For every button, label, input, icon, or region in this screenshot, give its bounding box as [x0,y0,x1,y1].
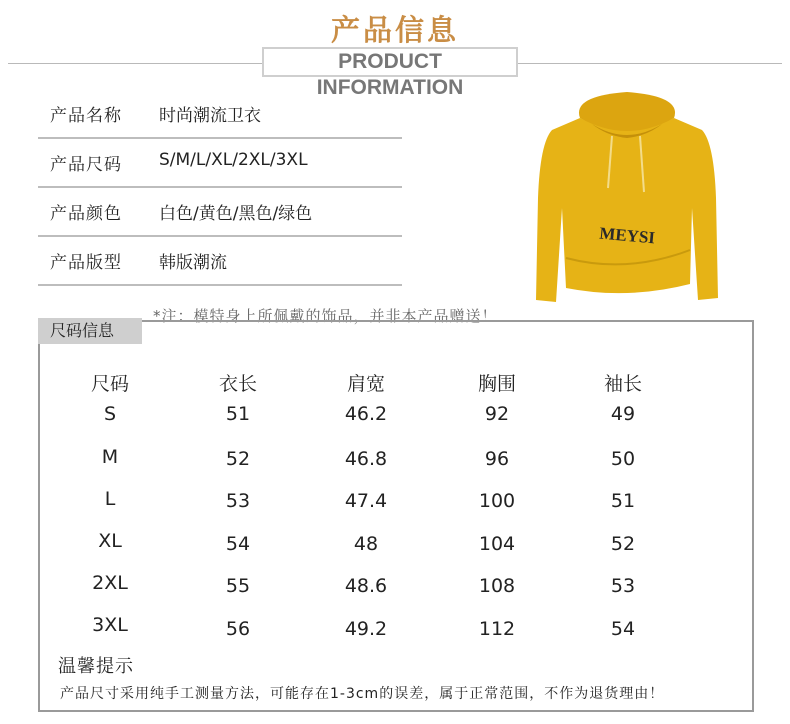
page-subtitle: PRODUCT INFORMATION [262,47,518,77]
table-cell: 48.6 [344,575,388,597]
info-label: 产品颜色 [50,204,122,224]
info-value: 白色/黄色/黑色/绿色 [159,204,313,224]
table-cell: 54 [610,618,636,640]
product-image [532,88,722,314]
note-text: *注：模特身上所佩戴的饰品，并非本产品赠送！ [153,307,498,325]
table-cell: 108 [478,575,516,597]
table-cell: S [103,403,117,425]
info-label: 产品版型 [50,253,122,273]
info-row-name [38,89,402,139]
table-cell: 3XL [92,614,128,636]
table-header: 胸围 [477,373,516,395]
table-cell: 55 [225,575,251,597]
table-cell: 100 [478,490,516,512]
table-cell: 49.2 [344,618,388,640]
table-cell: 49 [610,403,636,425]
info-label: 产品名称 [50,106,122,126]
table-cell: L [104,488,116,510]
table-cell: 47.4 [344,490,388,512]
table-header: 肩宽 [346,373,385,395]
table-cell: 104 [478,533,516,555]
table-cell: 53 [225,490,251,512]
info-row-fit [38,236,402,286]
divider-left [8,63,262,64]
table-cell: 112 [478,618,516,640]
tips-text: 产品尺寸采用纯手工测量方法，可能存在1-3cm的误差，属于正常范围，不作为退货理由！ [60,686,665,702]
info-label: 产品尺码 [50,155,122,175]
table-cell: XL [98,530,122,552]
table-cell: 48 [353,533,379,555]
table-cell: 54 [225,533,251,555]
table-cell: 53 [610,575,636,597]
table-cell: 2XL [92,572,128,594]
table-cell: 51 [225,403,251,425]
table-cell: 46.8 [344,448,388,470]
table-cell: 92 [484,403,510,425]
table-cell: 46.2 [344,403,388,425]
size-table-tab: 尺码信息 [38,318,142,344]
table-cell: 96 [484,448,510,470]
divider-right [518,63,782,64]
info-row-size [38,138,402,188]
table-cell: 52 [610,533,636,555]
table-header: 衣长 [218,373,257,395]
table-cell: 56 [225,618,251,640]
page-title: 产品信息 [330,13,459,47]
table-cell: 50 [610,448,636,470]
table-cell: 52 [225,448,251,470]
table-cell: 51 [610,490,636,512]
info-value: 时尚潮流卫衣 [159,106,261,126]
print-text: MEYSI [598,223,656,248]
info-value: 韩版潮流 [159,253,227,273]
info-row-color [38,187,402,237]
info-value: S/M/L/XL/2XL/3XL [159,150,308,170]
table-header: 尺码 [90,373,129,395]
tips-title: 温馨提示 [58,656,134,677]
table-header: 袖长 [603,373,642,395]
table-cell: M [101,446,119,468]
